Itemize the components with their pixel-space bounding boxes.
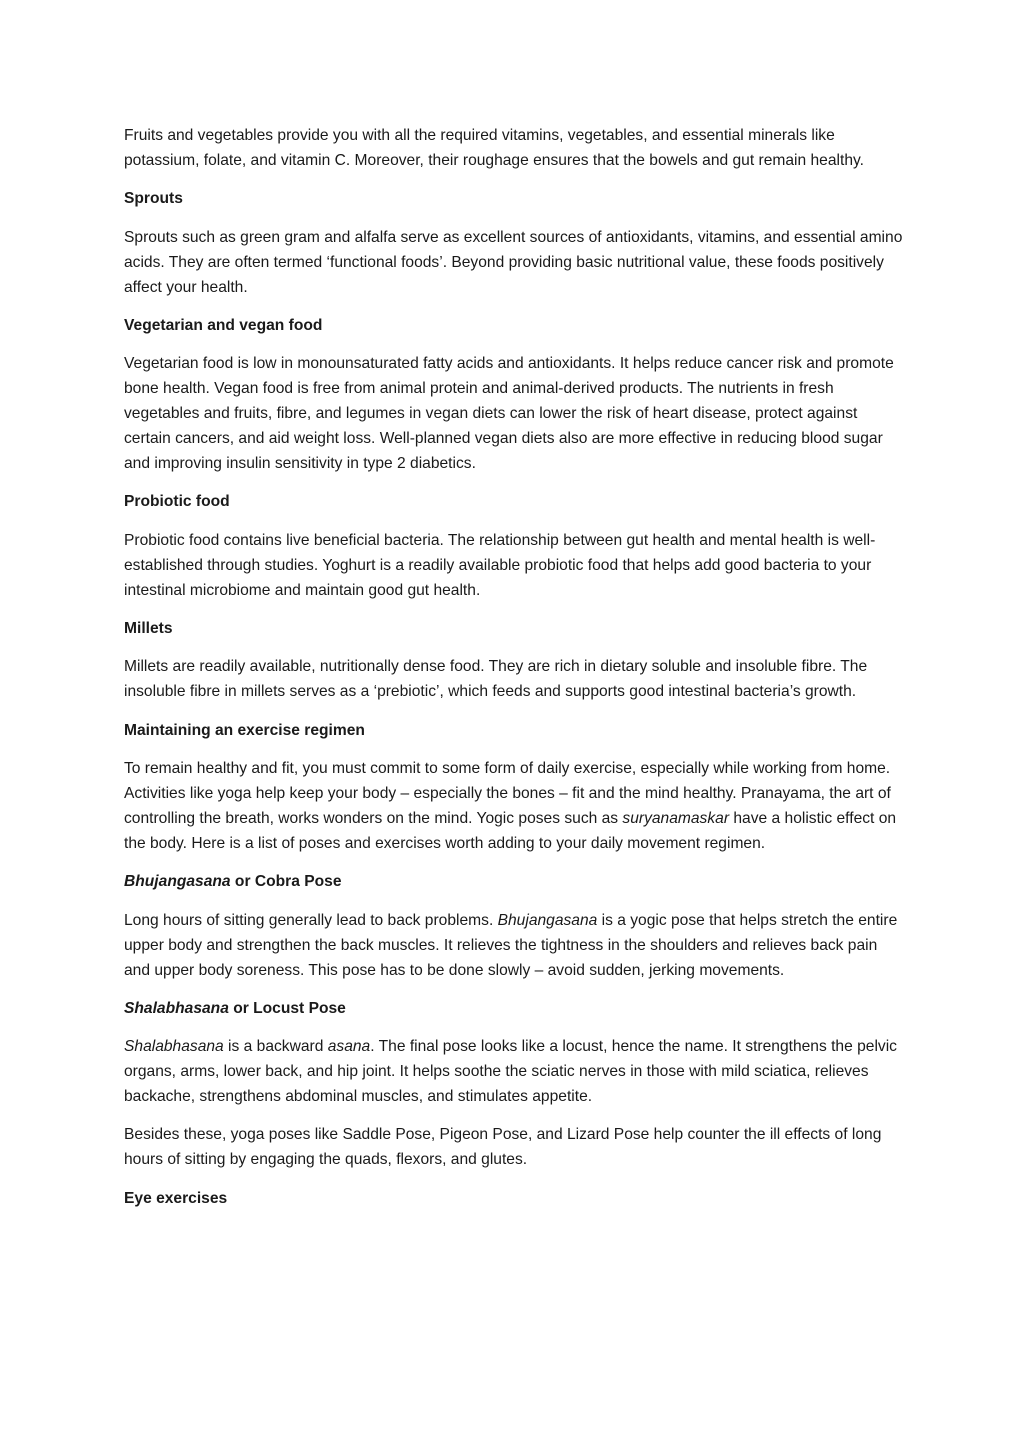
intro-paragraph: Fruits and vegetables provide you with all the required vitamins, vegetables, and essential minerals like potassium, folate, and vitamin C. Moreover, their roughage ensures that the bowels and gut remain healthy. [124,127,864,169]
shalabhasana-heading-italic: Shalabhasana [124,999,229,1017]
bhujangasana-text-before: Long hours of sitting generally lead to back problems. [124,911,498,929]
shalabhasana-heading [124,996,906,1021]
bhujangasana-heading-rest: or Cobra Pose [230,873,342,891]
shalabhasana-paragraph [124,1034,906,1109]
besides-paragraph: Besides these, yoga poses like Saddle Pose, Pigeon Pose, and Lizard Pose help counter the ill effects of long hours of sitting by engaging the quads, flexors, and glutes. [124,1126,882,1169]
exercise-text-italic: suryanamaskar [622,809,730,827]
document-page [124,123,906,1224]
exercise-text-after: have a holistic effect on the body. Here is a list of poses and exercises worth adding to your daily movement regimen. [124,809,897,852]
shalabhasana-heading-rest: or Locust Pose [228,999,346,1017]
probiotic-paragraph: Probiotic food contains live beneficial bacteria. The relationship between gut health and mental health is well-established through studies. Yoghurt is a readily available probiotic food that helps add good bacteria to your intestinal microbiome and maintain good gut health. [124,531,876,599]
vegetarian-paragraph: Vegetarian food is low in monounsaturated fatty acids and antioxidants. It helps reduce cancer risk and promote bone health. Vegan food is free from animal protein and animal-derived products. The nutrients in fresh vegetables and fruits, fibre, and legumes in vegan diets can lower the risk of heart disease, protect against certain cancers, and aid weight loss. Well-planned vegan diets also are more effective in reducing blood sugar and improving insulin sensitivity in type 2 diabetics. [124,355,894,473]
exercise-paragraph [124,756,906,856]
sprouts-paragraph: Sprouts such as green gram and alfalfa serve as excellent sources of antioxidants, vitamins, and essential amino acids. They are often termed ‘functional foods’. Beyond providing basic nutritional value, these foods positively affect your health. [124,228,903,296]
shalabhasana-text-italic-1: Shalabhasana [124,1038,224,1056]
exercise-text-before: To remain healthy and fit, you must commit to some form of daily exercise, especially while working from home. Activities like yoga help keep your body – especially the bones – fit and the mind healthy. Pranayama, the art of controlling the breath, works wonders on the mind. Yogic poses such as [124,759,891,827]
vegetarian-heading: Vegetarian and vegan food [124,316,323,334]
exercise-heading: Maintaining an exercise regimen [124,721,365,739]
shalabhasana-text-mid: is a backward [223,1038,328,1056]
bhujangasana-heading-italic: Bhujangasana [124,873,231,891]
bhujangasana-paragraph [124,908,906,983]
bhujangasana-text-after: is a yogic pose that helps stretch the entire upper body and strengthen the back muscles. It relieves the tightness in the shoulders and relieves back pain and upper body soreness. This pose has to be done slowly – avoid sudden, jerking movements. [124,911,898,979]
millets-heading: Millets [124,620,173,638]
bhujangasana-text-italic: Bhujangasana [497,911,598,929]
sprouts-heading: Sprouts [124,190,183,208]
eye-exercises-heading: Eye exercises [124,1189,228,1207]
millets-paragraph: Millets are readily available, nutritionally dense food. They are rich in dietary soluble and insoluble fibre. The insoluble fibre in millets serves as a ‘prebiotic’, which feeds and supports good intestinal bacteria’s growth. [124,658,868,701]
shalabhasana-text-italic-2: asana [327,1038,371,1056]
probiotic-heading: Probiotic food [124,493,230,511]
shalabhasana-text-after: . The final pose looks like a locust, hence the name. It strengthens the pelvic organs, arms, lower back, and hip joint. It helps soothe the sciatic nerves in those with mild sciatica, relieves backache, strengthens abdominal muscles, and stimulates appetite. [124,1038,897,1106]
bhujangasana-heading [124,869,906,894]
